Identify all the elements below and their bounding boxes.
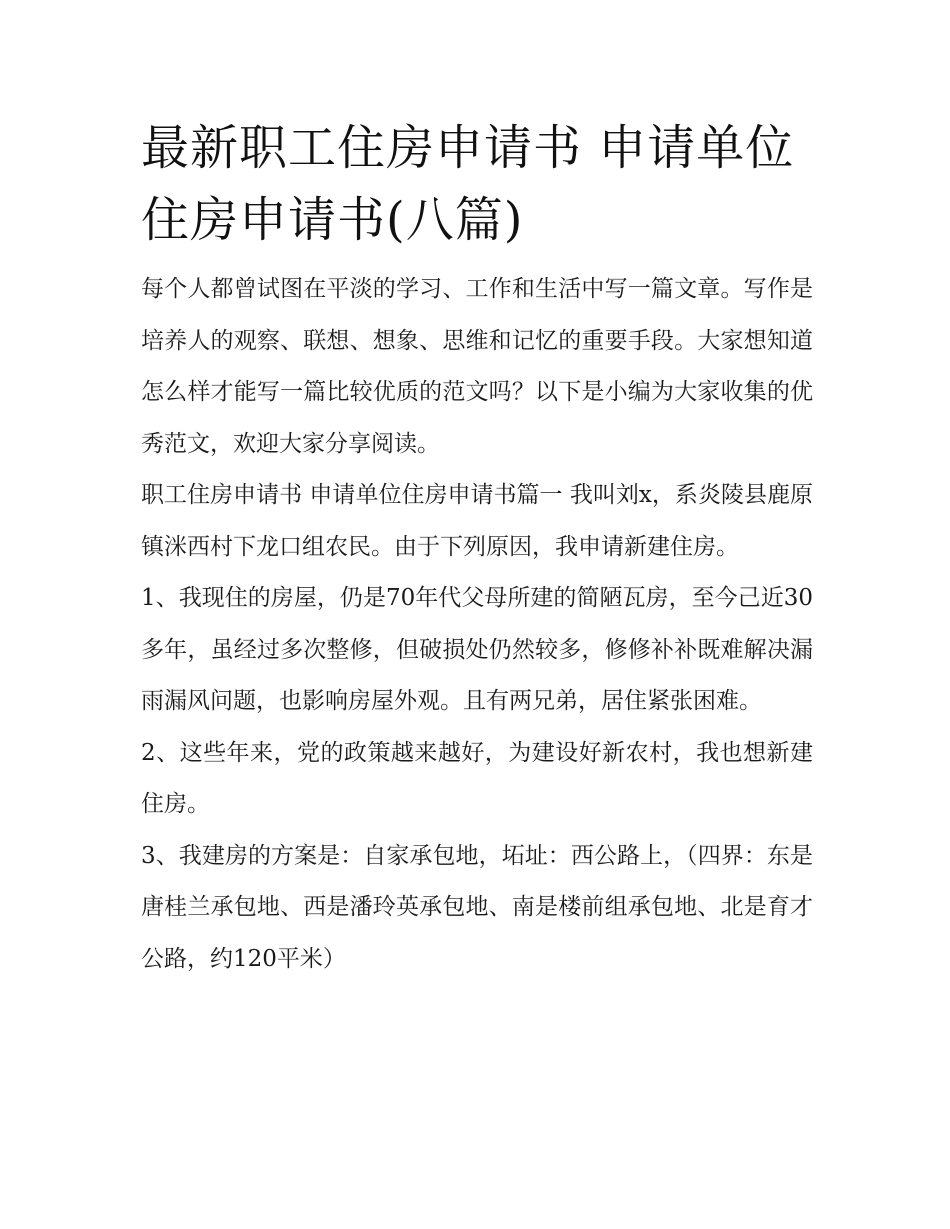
document-title: 最新职工住房申请书 申请单位住房申请书(八篇) (141, 120, 795, 248)
reason-2-paragraph: 2、这些年来，党的政策越来越好，为建设好新农村，我也想新建住房。 (141, 739, 813, 817)
reason-1-paragraph: 1、我现住的房屋，仍是70年代父母所建的简陋瓦房，至今己近30多年，虽经过多次整修，但破损处仍然较多，修修补补既难解决漏雨漏风问题，也影响房屋外观。且有两兄弟，居住紧张困难。 (141, 585, 813, 714)
intro-paragraph: 每个人都曾试图在平淡的学习、工作和生活中写一篇文章。写作是培养人的观察、联想、想象、思维和记忆的重要手段。大家想知道怎么样才能写一篇比较优质的范文吗？以下是小编为大家收集的优秀范文，欢迎大家分享阅读。 (141, 276, 813, 457)
reason-3-paragraph: 3、我建房的方案是：自家承包地，坧址：西公路上，（四界：东是唐桂兰承包地、西是潘玲英承包地、南是楼前组承包地、北是育才公路，约120平米） (141, 842, 813, 972)
application-opening-paragraph: 职工住房申请书 申请单位住房申请书篇一 我叫刘x，系炎陵县鹿原镇洣西村下龙口组农民。由于下列原因，我申请新建住房。 (141, 482, 813, 560)
document-page (141, 112, 813, 985)
